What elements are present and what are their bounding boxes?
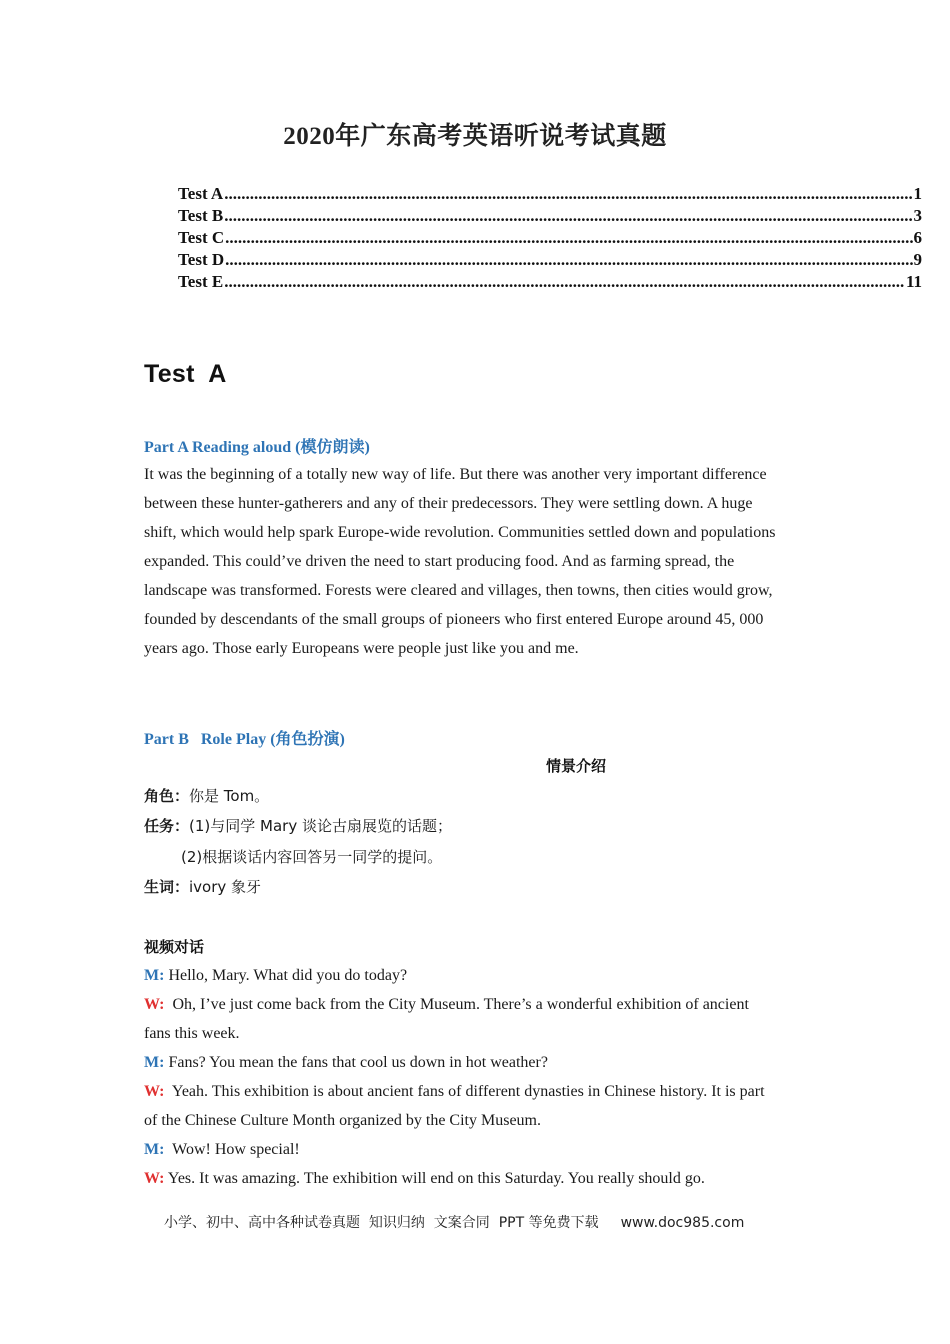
toc-leader-dots xyxy=(225,250,912,270)
dialogue-text: Wow! How special! xyxy=(164,1141,300,1158)
toc-leader-dots xyxy=(225,228,912,248)
passage-line: shift, which would help spark Europe-wide revolution. Communities settled down and populations xyxy=(144,524,776,541)
footer-site-link[interactable]: www.doc985.com xyxy=(620,1215,745,1231)
task-label: 任务： xyxy=(144,817,190,835)
toc-entry-test-e[interactable] xyxy=(178,272,922,294)
speaker-m: M: xyxy=(144,1141,165,1158)
task-2-text: (2)根据谈话内容回答另一同学的提问。 xyxy=(181,848,443,866)
dialogue-line xyxy=(144,1019,812,1048)
toc-label: Test A xyxy=(178,184,224,203)
toc-page-number: 9 xyxy=(913,250,922,269)
vocab-text: ivory 象牙 xyxy=(189,878,262,896)
dialogue-text: Hello, Mary. What did you do today? xyxy=(164,967,408,984)
speaker-m: M: xyxy=(144,967,165,984)
toc-label: Test C xyxy=(178,228,225,247)
dialogue-text: Yes. It was amazing. The exhibition will end on this Saturday. You really should go. xyxy=(164,1170,705,1187)
test-a-heading: Test A xyxy=(144,360,227,388)
toc-label: Test E xyxy=(178,272,224,291)
dialogue-text: of the Chinese Culture Month organized by the City Museum. xyxy=(144,1112,541,1129)
dialogue-line xyxy=(144,961,812,990)
speaker-w: W: xyxy=(144,996,165,1013)
passage-line: landscape was transformed. Forests were cleared and villages, then towns, then cities would grow, xyxy=(144,582,773,599)
page-title: 2020年广东高考英语听说考试真题 xyxy=(283,123,667,150)
role-text: 你是 Tom。 xyxy=(189,787,270,805)
dialogue-line xyxy=(144,1164,812,1193)
scene-intro-title: 情景介绍 xyxy=(546,757,607,775)
speaker-m: M: xyxy=(144,1054,165,1071)
toc-entry-test-b[interactable] xyxy=(178,206,922,228)
dialogue-text: fans this week. xyxy=(144,1025,240,1042)
toc-leader-dots xyxy=(224,184,912,204)
toc-leader-dots xyxy=(224,272,905,292)
dialogue-line xyxy=(144,1135,812,1164)
passage-line: expanded. This could’ve driven the need to start producing food. And as farming spread, the xyxy=(144,553,735,570)
part-a-heading: Part A Reading aloud (模仿朗读) xyxy=(144,439,370,456)
toc-entry-test-d[interactable] xyxy=(178,250,922,272)
toc-page-number: 3 xyxy=(913,206,922,225)
passage-line: It was the beginning of a totally new way of life. But there was another very important difference xyxy=(144,466,767,483)
task-2-line xyxy=(181,846,442,867)
toc-page-number: 1 xyxy=(913,184,922,203)
task-line xyxy=(144,815,452,836)
vocab-line xyxy=(144,876,261,897)
table-of-contents xyxy=(178,184,922,294)
dialogue-text: Oh, I’ve just come back from the City Museum. There’s a wonderful exhibition of ancient xyxy=(164,996,749,1013)
dialogue-text: Yeah. This exhibition is about ancient fans of different dynasties in Chinese history. It is part xyxy=(164,1083,765,1100)
passage-line: between these hunter-gatherers and any of their predecessors. They were settling down. A huge xyxy=(144,495,753,512)
toc-page-number: 6 xyxy=(913,228,922,247)
role-line xyxy=(144,785,269,806)
passage-line: founded by descendants of the small groups of pioneers who first entered Europe around 45, 000 xyxy=(144,611,764,628)
speaker-w: W: xyxy=(144,1083,165,1100)
passage-line: years ago. Those early Europeans were people just like you and me. xyxy=(144,640,579,657)
role-label: 角色： xyxy=(144,787,190,805)
video-dialogue-title: 视频对话 xyxy=(144,938,205,956)
footer-text: 小学、初中、高中各种试卷真题 知识归纳 文案合同 PPT 等免费下载 xyxy=(164,1215,599,1231)
dialogue xyxy=(144,961,812,1193)
dialogue-text: Fans? You mean the fans that cool us down in hot weather? xyxy=(164,1054,548,1071)
toc-leader-dots xyxy=(224,206,912,226)
part-b-heading: Part B Role Play (角色扮演) xyxy=(144,731,345,748)
dialogue-line xyxy=(144,1077,812,1106)
reading-passage xyxy=(144,460,812,663)
speaker-w: W: xyxy=(144,1170,165,1187)
toc-label: Test D xyxy=(178,250,225,269)
toc-label: Test B xyxy=(178,206,224,225)
page-footer xyxy=(164,1212,744,1232)
toc-page-number: 11 xyxy=(905,272,922,291)
dialogue-line xyxy=(144,1106,812,1135)
toc-entry-test-c[interactable] xyxy=(178,228,922,250)
toc-entry-test-a[interactable] xyxy=(178,184,922,206)
vocab-label: 生词： xyxy=(144,878,190,896)
dialogue-line xyxy=(144,1048,812,1077)
dialogue-line xyxy=(144,990,812,1019)
task-1-text: (1)与同学 Mary 谈论古扇展览的话题； xyxy=(189,817,452,835)
